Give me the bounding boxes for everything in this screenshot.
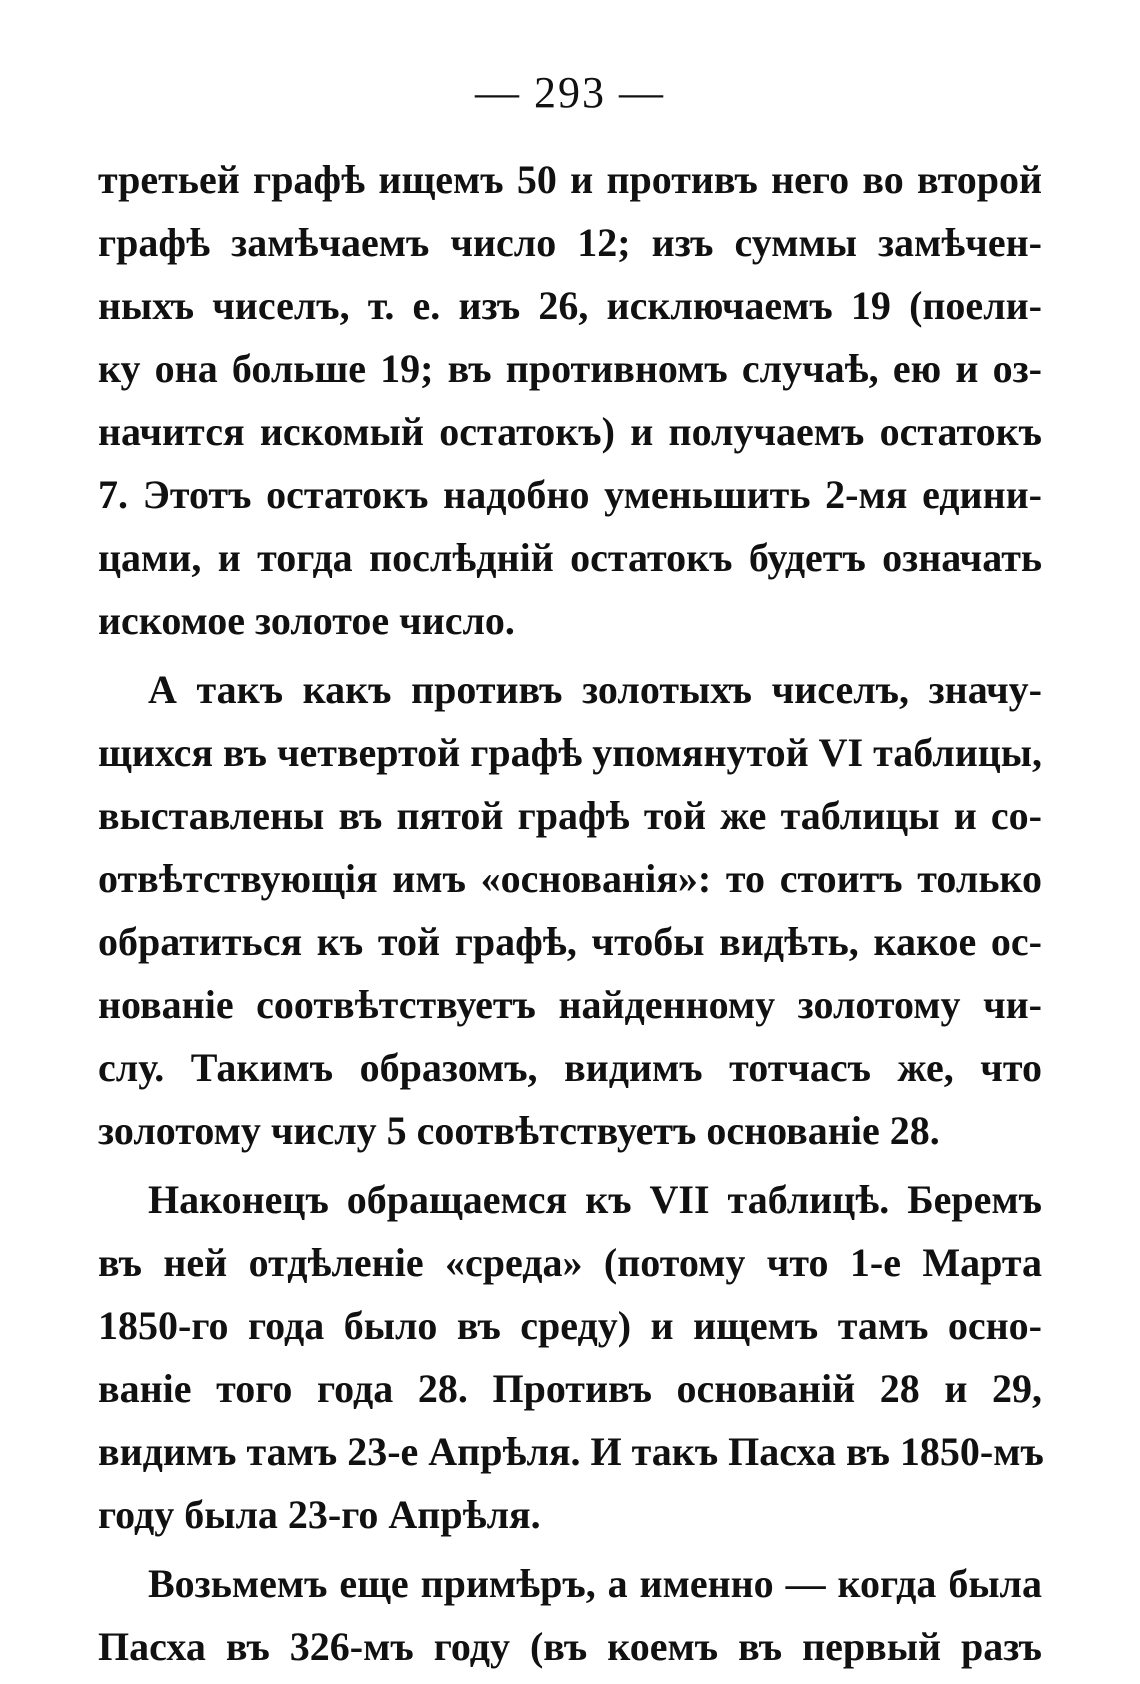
paragraph-4 (98, 1552, 1042, 1678)
text-line: А такъ какъ противъ золотыхъ чиселъ, значу- (148, 667, 1042, 712)
text-line: году была 23-го Апрѣля. (98, 1492, 541, 1537)
text-line: обратиться къ той графѣ, чтобы видѣть, какое ос- (98, 919, 1042, 964)
text-line: ваніе того года 28. Противъ основаній 28 и 29, (98, 1366, 1042, 1411)
text-line: нованіе соотвѣтствуетъ найденному золотому чи- (98, 982, 1042, 1027)
text-line: начится искомый остатокъ) и получаемъ остатокъ (98, 409, 1042, 454)
text-line: графѣ замѣчаемъ число 12; изъ суммы замѣчен- (98, 220, 1042, 265)
text-line: выставлены въ пятой графѣ той же таблицы и со- (98, 793, 1042, 838)
body-text (98, 148, 1042, 1684)
text-line: слу. Такимъ образомъ, видимъ тотчасъ же, что (98, 1045, 1042, 1090)
text-line: 1850-го года было въ среду) и ищемъ тамъ осно- (98, 1303, 1042, 1348)
page-number: — 293 — (475, 68, 665, 117)
text-line: щихся въ четвертой графѣ упомянутой VI таблицы, (98, 730, 1043, 775)
text-line: 7. Этотъ остатокъ надобно уменьшить 2-мя едини- (98, 472, 1042, 517)
paragraph-3 (98, 1168, 1042, 1546)
paragraph-1 (98, 148, 1042, 652)
text-line: въ ней отдѣленіе «среда» (потому что 1-е Марта (98, 1240, 1042, 1285)
text-line: ныхъ чиселъ, т. е. изъ 26, исключаемъ 19 (поели- (98, 283, 1042, 328)
text-line: Пасха въ 326-мъ году (въ коемъ въ первый разъ (98, 1624, 1042, 1669)
text-line: отвѣтствующія имъ «основанія»: то стоитъ только (98, 856, 1042, 901)
text-line: видимъ тамъ 23-е Апрѣля. И такъ Пасха въ 1850-мъ (98, 1429, 1044, 1474)
text-line: Возьмемъ еще примѣръ, а именно — когда была (148, 1561, 1042, 1606)
text-line: золотому числу 5 соотвѣтствуетъ основаніе 28. (98, 1108, 940, 1153)
text-line: цами, и тогда послѣдній остатокъ будетъ означать (98, 535, 1042, 580)
text-line: ку она больше 19; въ противномъ случаѣ, ею и оз- (98, 346, 1042, 391)
paragraph-2 (98, 658, 1042, 1162)
text-line: Наконецъ обращаемся къ VII таблицѣ. Беремъ (148, 1177, 1042, 1222)
text-line: искомое золотое число. (98, 598, 515, 643)
text-line: третьей графѣ ищемъ 50 и противъ него во второй (98, 157, 1042, 202)
